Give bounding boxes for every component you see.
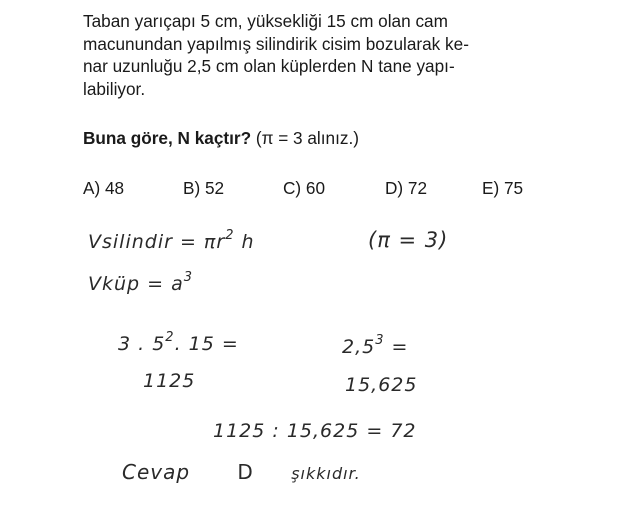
hw-exponent: 2	[165, 330, 175, 345]
hw-text: =	[391, 336, 409, 358]
problem-text	[83, 10, 603, 100]
hw-exponent: 2	[225, 228, 235, 243]
hw-calc-cylinder	[118, 330, 239, 355]
hw-answer	[122, 460, 361, 484]
hw-calc-cube	[342, 333, 408, 358]
hw-text: h	[241, 231, 255, 253]
hw-text: Vküp = a	[88, 273, 184, 295]
hw-text: Vsilindir = πr	[88, 231, 226, 253]
hw-text: 3 . 5	[118, 333, 166, 355]
option-c[interactable]: C) 60	[283, 178, 326, 198]
option-d[interactable]: D) 72	[385, 178, 428, 198]
problem-line: macunundan yapılmış silindirik cisim bozularak ke-	[83, 33, 469, 54]
hw-division: 1125 : 15,625 = 72	[213, 420, 417, 442]
hw-answer-letter: D	[237, 460, 254, 484]
hw-cylinder-volume	[88, 228, 255, 253]
hw-exponent: 3	[183, 270, 194, 285]
question-note: (π = 3 alınız.)	[251, 128, 359, 148]
hw-text: şıkkıdır.	[291, 464, 361, 483]
hw-cylinder-result: 1125	[143, 370, 196, 392]
problem-line: nar uzunluğu 2,5 cm olan küplerden N tane yapı-	[83, 56, 455, 76]
option-a[interactable]: A) 48	[83, 178, 125, 198]
problem-line: labiliyor.	[83, 78, 146, 99]
hw-exponent: 3	[375, 333, 385, 348]
hw-cube-volume	[88, 270, 193, 295]
hw-text: . 15 =	[174, 333, 239, 355]
hw-cube-result: 15,625	[345, 374, 418, 396]
problem-line: Taban yarıçapı 5 cm, yüksekliği 15 cm olan cam	[83, 11, 448, 31]
hw-text: 2,5	[342, 336, 376, 358]
hw-pi-note: (π = 3)	[368, 228, 449, 252]
question	[83, 128, 359, 149]
option-e[interactable]: E) 75	[482, 178, 524, 198]
option-b[interactable]: B) 52	[183, 178, 225, 198]
hw-text: Cevap	[122, 460, 191, 484]
question-bold: Buna göre, N kaçtır?	[83, 128, 252, 148]
